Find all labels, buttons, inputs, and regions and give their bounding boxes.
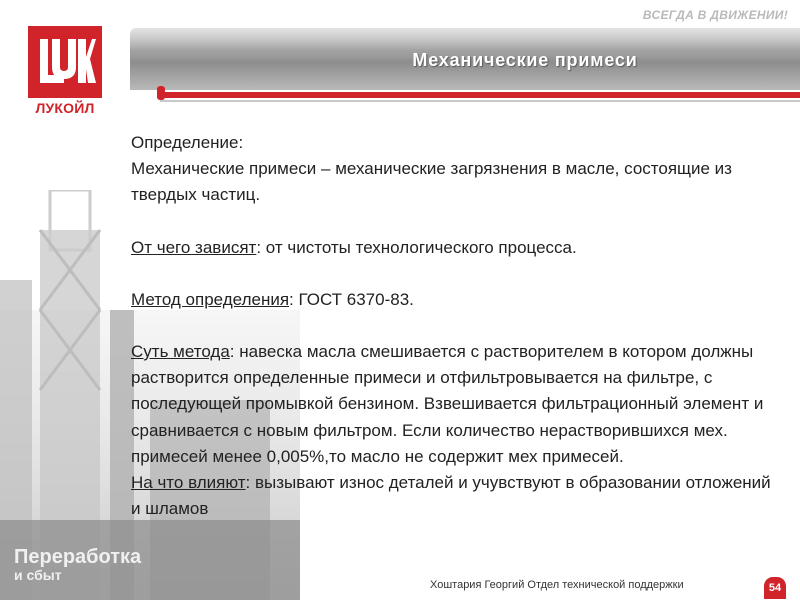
method-text: : ГОСТ 6370-83.	[289, 289, 414, 309]
footer-brand-line2: и сбыт	[14, 567, 62, 583]
affects-label: На что влияют	[131, 473, 246, 493]
page-title: Механические примеси	[412, 50, 638, 70]
method-paragraph	[131, 287, 781, 313]
luk-emblem-icon	[34, 35, 96, 89]
depends-paragraph	[131, 235, 781, 261]
title-bar	[130, 28, 800, 90]
depends-label: От чего зависят	[131, 237, 257, 257]
essence-paragraph	[131, 339, 781, 470]
essence-text: : навеска масла смешивается с растворителем в котором должны растворится определенные примеси и отфильтровывается на фильтре, с последующей промывкой бензином. Взвешивается фильтрационный элемент и сравнивается с новым фильтром. Если количество нерастворившихся мех. примесей менее 0,005%,то масло не содержит мех примесей.	[131, 342, 764, 466]
definition-text: Механические примеси – механические загрязнения в масле, состоящие из твердых частиц.	[131, 159, 732, 205]
page-number-badge: 54	[764, 577, 786, 599]
affects-paragraph	[131, 470, 781, 522]
method-label: Метод определения	[131, 289, 290, 309]
gray-divider	[160, 100, 800, 102]
red-divider	[160, 92, 800, 98]
lukoil-logo	[28, 26, 102, 118]
slogan: ВСЕГДА В ДВИЖЕНИИ!	[642, 8, 788, 22]
slide-content	[131, 130, 781, 522]
lukoil-wordmark: ЛУКОЙЛ	[35, 100, 95, 116]
depends-text: : от чистоты технологического процесса.	[256, 237, 577, 257]
footer-author: Хоштария Георгий Отдел технической поддержки	[430, 579, 684, 591]
lukoil-logo-mark	[28, 26, 102, 98]
definition-label: Определение:	[131, 133, 244, 152]
essence-label: Суть метода	[131, 342, 230, 362]
affects-text: : вызывают износ деталей и учувствуют в образовании отложений и шламов	[131, 473, 771, 519]
footer-brand-line1: Переработка	[14, 546, 142, 568]
footer-brand	[14, 548, 141, 584]
